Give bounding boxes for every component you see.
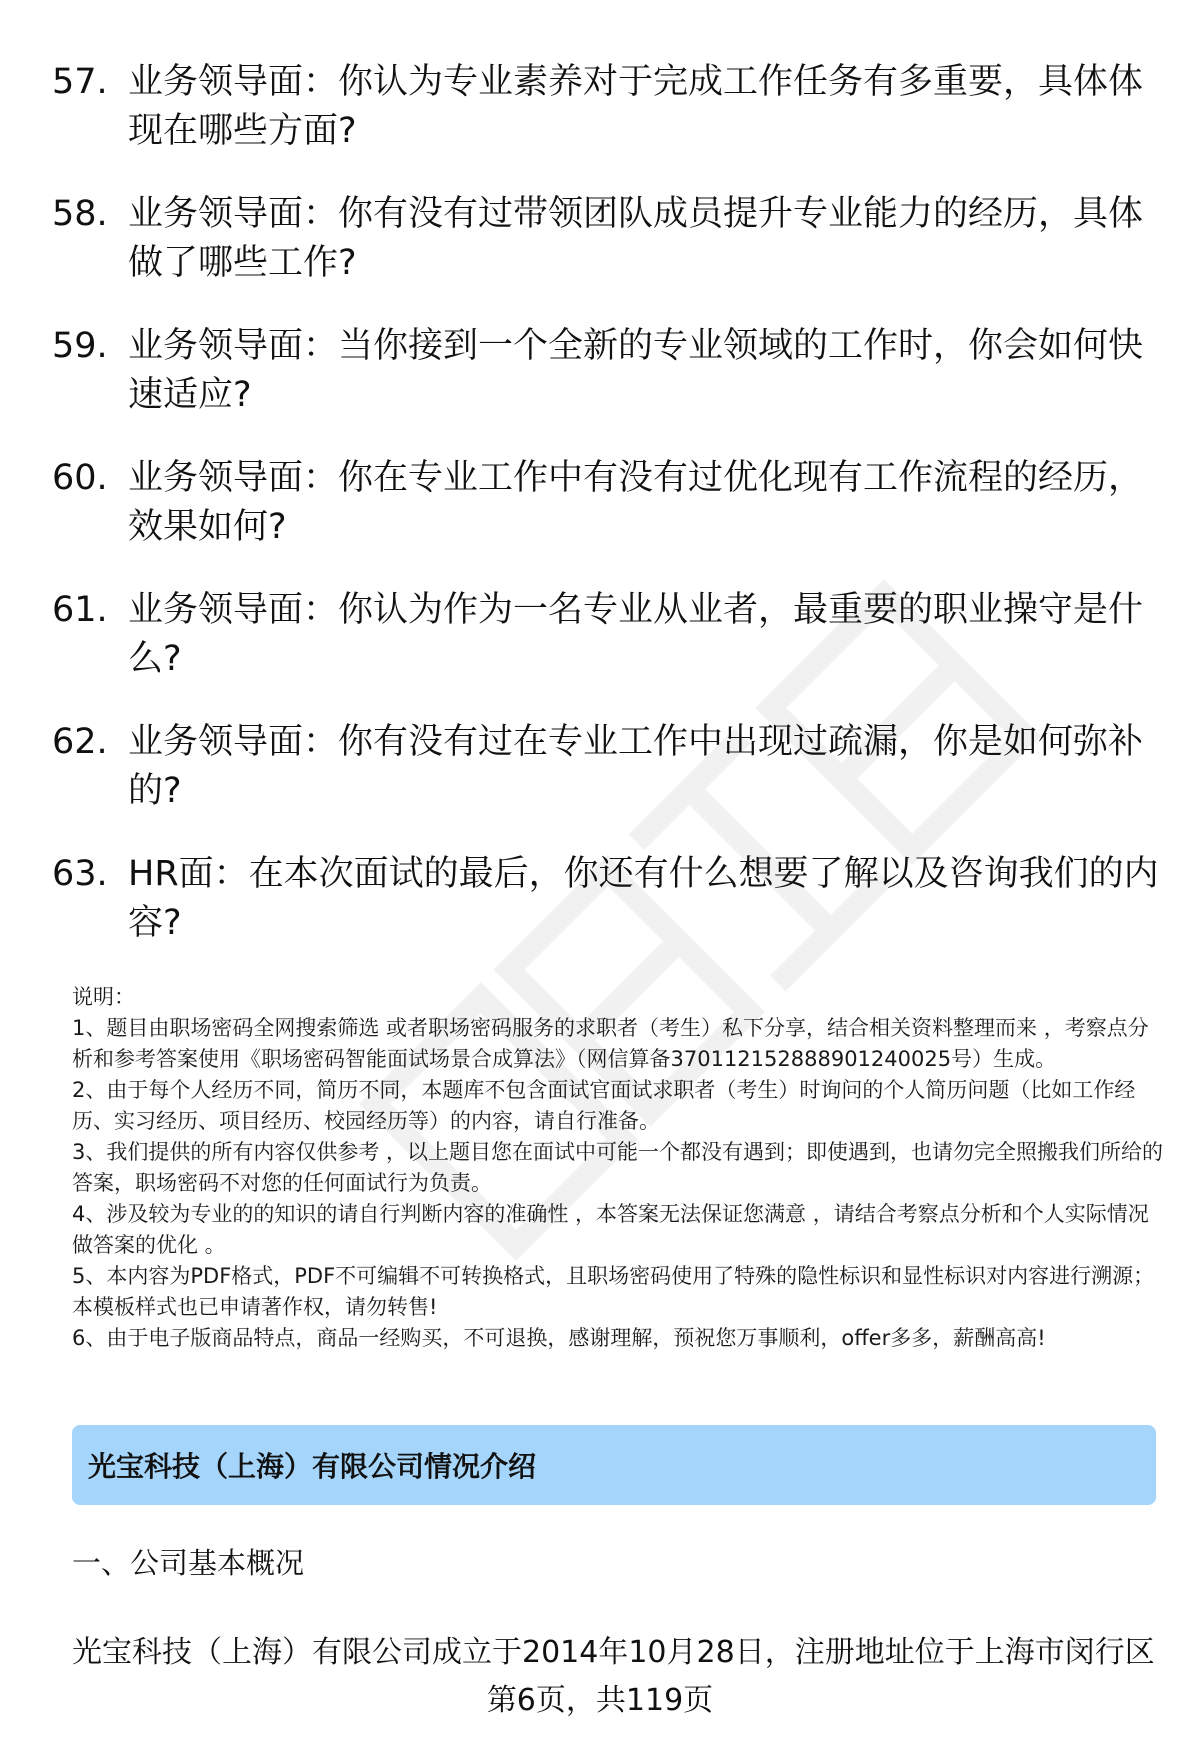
notes-heading: 说明： <box>72 985 135 1009</box>
question-item <box>52 718 1162 816</box>
question-number: 57. <box>52 62 108 102</box>
question-number: 59. <box>52 326 108 366</box>
question-number: 58. <box>52 194 108 234</box>
question-number: 62. <box>52 722 108 762</box>
question-text: HR面：在本次面试的最后，你还有什么想要了解以及咨询我们的内容? <box>128 854 1159 943</box>
note-item: 3、我们提供的所有内容仅供参考 ，以上题目您在面试中可能一个都没有遇到；即使遇到，也请勿完全照搬我们所给的答案，职场密码不对您的任何面试行为负责。 <box>72 1140 1164 1195</box>
note-item: 5、本内容为PDF格式，PDF不可编辑不可转换格式，且职场密码使用了特殊的隐性标识和显性标识对内容进行溯源；本模板样式也已申请著作权，请勿转售! <box>72 1264 1155 1319</box>
section-title: 光宝科技（上海）有限公司情况介绍 <box>88 1450 537 1483</box>
note-item: 1、题目由职场密码全网搜索筛选 或者职场密码服务的求职者（考生）私下分享，结合相关资料整理而来 ，考察点分析和参考答案使用《职场密码智能面试场景合成算法》（网信算备370112152888901240025号）生成。 <box>72 1016 1149 1071</box>
section-body-text: 光宝科技（上海）有限公司成立于2014年10月28日，注册地址位于上海市闵行区 <box>72 1635 1155 1670</box>
question-text: 业务领导面：你认为专业素养对于完成工作任务有多重要，具体体现在哪些方面? <box>128 62 1144 151</box>
question-text: 业务领导面：你在专业工作中有没有过优化现有工作流程的经历，效果如何? <box>128 458 1144 547</box>
question-item <box>52 850 1162 948</box>
question-item <box>52 190 1162 288</box>
question-item <box>52 586 1162 684</box>
notes-block <box>72 982 1164 1354</box>
section-subheading: 一、公司基本概况 <box>72 1546 305 1580</box>
question-number: 61. <box>52 590 108 630</box>
note-item: 2、由于每个人经历不同，简历不同，本题库不包含面试官面试求职者（考生）时询问的个人简历问题（比如工作经历、实习经历、项目经历、校园经历等）的内容，请自行准备。 <box>72 1078 1136 1133</box>
question-list <box>52 58 1162 982</box>
page-number-footer: 第6页，共119页 <box>486 1683 714 1718</box>
question-text: 业务领导面：当你接到一个全新的专业领域的工作时，你会如何快速适应? <box>128 326 1144 415</box>
question-number: 63. <box>52 854 108 894</box>
question-text: 业务领导面：你有没有过在专业工作中出现过疏漏，你是如何弥补的? <box>128 722 1144 811</box>
question-item <box>52 322 1162 420</box>
question-number: 60. <box>52 458 108 498</box>
note-item: 6、由于电子版商品特点，商品一经购买，不可退换，感谢理解，预祝您万事顺利，offer多多，薪酬高高! <box>72 1326 1046 1350</box>
note-item: 4、涉及较为专业的的知识的请自行判断内容的准确性 ，本答案无法保证您满意 ，请结合考察点分析和个人实际情况做答案的优化 。 <box>72 1202 1149 1257</box>
question-text: 业务领导面：你有没有过带领团队成员提升专业能力的经历，具体做了哪些工作? <box>128 194 1144 283</box>
section-header-bar <box>72 1425 1156 1505</box>
question-text: 业务领导面：你认为作为一名专业从业者，最重要的职业操守是什么? <box>128 590 1144 679</box>
question-item <box>52 58 1162 156</box>
question-item <box>52 454 1162 552</box>
